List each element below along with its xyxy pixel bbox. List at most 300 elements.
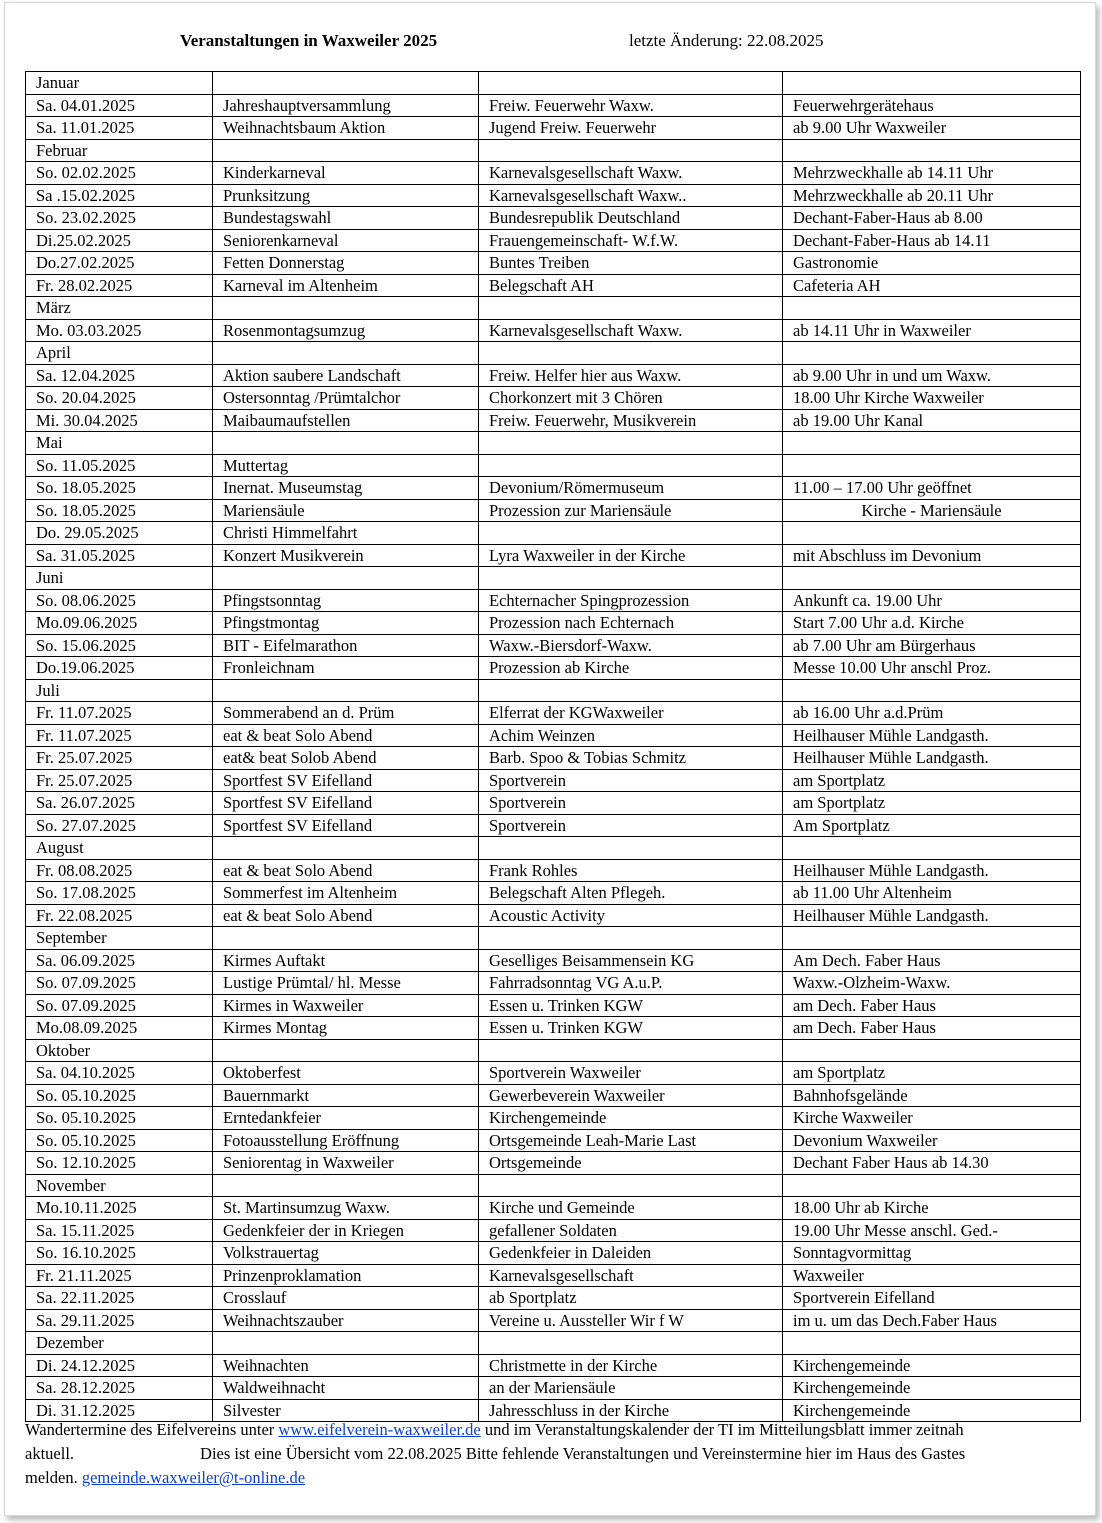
event-organizer: Elferrat der KGWaxweiler — [479, 702, 783, 725]
event-location — [783, 342, 1081, 365]
event-row — [26, 454, 1081, 477]
event-location: Dechant-Faber-Haus ab 14.11 — [783, 229, 1081, 252]
event-row — [26, 1017, 1081, 1040]
event-organizer: Fahrradsonntag VG A.u.P. — [479, 972, 783, 995]
event-date: Sa. 29.11.2025 — [26, 1309, 213, 1332]
event-name: eat & beat Solo Abend — [213, 904, 479, 927]
event-location: am Sportplatz — [783, 769, 1081, 792]
event-location — [783, 679, 1081, 702]
event-organizer — [479, 72, 783, 95]
month-label: Dezember — [26, 1332, 213, 1355]
event-organizer — [479, 1332, 783, 1355]
event-row — [26, 1107, 1081, 1130]
last-change-date: letzte Änderung: 22.08.2025 — [629, 31, 824, 50]
eifelverein-link[interactable]: www.eifelverein-waxweiler.de — [278, 1420, 481, 1439]
event-date: Sa. 22.11.2025 — [26, 1287, 213, 1310]
event-location — [783, 837, 1081, 860]
month-header-row — [26, 1174, 1081, 1197]
event-name: Sportfest SV Eifelland — [213, 814, 479, 837]
event-organizer: Gedenkfeier in Daleiden — [479, 1242, 783, 1265]
footer-line-1 — [25, 1418, 1095, 1442]
event-location — [783, 1039, 1081, 1062]
event-location — [783, 1174, 1081, 1197]
event-date: Mo.08.09.2025 — [26, 1017, 213, 1040]
event-organizer: Karnevalsgesellschaft Waxw. — [479, 162, 783, 185]
event-date: Di. 31.12.2025 — [26, 1399, 213, 1422]
event-name — [213, 679, 479, 702]
event-location: 18.00 Uhr ab Kirche — [783, 1197, 1081, 1220]
event-date: So. 05.10.2025 — [26, 1129, 213, 1152]
event-date: So. 07.09.2025 — [26, 994, 213, 1017]
event-location: Heilhauser Mühle Landgasth. — [783, 747, 1081, 770]
event-date: Mo.10.11.2025 — [26, 1197, 213, 1220]
event-name: Fetten Donnerstag — [213, 252, 479, 275]
event-date: Sa. 31.05.2025 — [26, 544, 213, 567]
month-header-row — [26, 432, 1081, 455]
event-location: Kirche Waxweiler — [783, 1107, 1081, 1130]
event-organizer: Prozession zur Mariensäule — [479, 499, 783, 522]
event-location: ab 9.00 Uhr Waxweiler — [783, 117, 1081, 140]
event-date: Sa. 04.10.2025 — [26, 1062, 213, 1085]
event-name — [213, 1039, 479, 1062]
event-location — [783, 522, 1081, 545]
event-date: Mo. 03.03.2025 — [26, 319, 213, 342]
event-name: Karneval im Altenheim — [213, 274, 479, 297]
month-header-row — [26, 72, 1081, 95]
event-organizer: ab Sportplatz — [479, 1287, 783, 1310]
event-location: Kirche - Mariensäule — [783, 499, 1081, 522]
event-name: Seniorentag in Waxweiler — [213, 1152, 479, 1175]
event-location: ab 9.00 Uhr in und um Waxw. — [783, 364, 1081, 387]
footer-note — [25, 1418, 1095, 1490]
event-location — [783, 1332, 1081, 1355]
event-name: Erntedankfeier — [213, 1107, 479, 1130]
event-name: Konzert Musikverein — [213, 544, 479, 567]
event-row — [26, 1242, 1081, 1265]
event-location: 11.00 – 17.00 Uhr geöffnet — [783, 477, 1081, 500]
event-row — [26, 814, 1081, 837]
month-header-row — [26, 297, 1081, 320]
event-organizer — [479, 1039, 783, 1062]
event-row — [26, 949, 1081, 972]
event-location: Waxw.-Olzheim-Waxw. — [783, 972, 1081, 995]
event-row — [26, 994, 1081, 1017]
event-organizer — [479, 139, 783, 162]
event-location: Dechant-Faber-Haus ab 8.00 — [783, 207, 1081, 230]
event-date: So. 02.02.2025 — [26, 162, 213, 185]
event-organizer: Buntes Treiben — [479, 252, 783, 275]
event-name: St. Martinsumzug Waxw. — [213, 1197, 479, 1220]
event-row — [26, 364, 1081, 387]
event-location: Sonntagvormittag — [783, 1242, 1081, 1265]
month-label: August — [26, 837, 213, 860]
event-organizer: gefallener Soldaten — [479, 1219, 783, 1242]
month-label: September — [26, 927, 213, 950]
event-organizer — [479, 1174, 783, 1197]
footer-line-2 — [25, 1442, 1095, 1466]
event-date: Sa. 04.01.2025 — [26, 94, 213, 117]
event-row — [26, 634, 1081, 657]
event-row — [26, 1219, 1081, 1242]
footer-text: und im Veranstaltungskalender der TI im Mitteilungsblatt immer zeitnah — [480, 1420, 964, 1439]
month-header-row — [26, 679, 1081, 702]
event-organizer: Sportverein Waxweiler — [479, 1062, 783, 1085]
event-location — [783, 139, 1081, 162]
event-organizer — [479, 342, 783, 365]
event-organizer: Kirche und Gemeinde — [479, 1197, 783, 1220]
event-name — [213, 837, 479, 860]
footer-text: melden. — [25, 1468, 82, 1487]
month-label: Januar — [26, 72, 213, 95]
event-date: Fr. 11.07.2025 — [26, 702, 213, 725]
footer-text: Dies ist eine Übersicht vom 22.08.2025 Bitte fehlende Veranstaltungen und Vereinstermine hier im Haus des Gastes — [200, 1444, 966, 1463]
event-date: Fr. 25.07.2025 — [26, 769, 213, 792]
event-location: Heilhauser Mühle Landgasth. — [783, 904, 1081, 927]
event-organizer: Lyra Waxweiler in der Kirche — [479, 544, 783, 567]
event-name: Waldweihnacht — [213, 1377, 479, 1400]
event-date: So. 16.10.2025 — [26, 1242, 213, 1265]
month-header-row — [26, 567, 1081, 590]
month-label: März — [26, 297, 213, 320]
event-organizer: Bundesrepublik Deutschland — [479, 207, 783, 230]
event-organizer — [479, 837, 783, 860]
event-date: So. 08.06.2025 — [26, 589, 213, 612]
event-location: am Sportplatz — [783, 792, 1081, 815]
event-name: Weihnachten — [213, 1354, 479, 1377]
event-name: Weihnachtszauber — [213, 1309, 479, 1332]
event-location: am Dech. Faber Haus — [783, 1017, 1081, 1040]
event-organizer: Belegschaft AH — [479, 274, 783, 297]
event-location: Am Sportplatz — [783, 814, 1081, 837]
events-table-body — [26, 72, 1081, 1422]
event-row — [26, 162, 1081, 185]
event-row — [26, 904, 1081, 927]
event-location: Kirchengemeinde — [783, 1354, 1081, 1377]
event-organizer: Essen u. Trinken KGW — [479, 994, 783, 1017]
event-name: Sportfest SV Eifelland — [213, 769, 479, 792]
event-name: Kinderkarneval — [213, 162, 479, 185]
event-date: Fr. 22.08.2025 — [26, 904, 213, 927]
event-name: Bauernmarkt — [213, 1084, 479, 1107]
event-row — [26, 252, 1081, 275]
event-location: ab 14.11 Uhr in Waxweiler — [783, 319, 1081, 342]
event-row — [26, 1062, 1081, 1085]
event-location: Feuerwehrgerätehaus — [783, 94, 1081, 117]
event-organizer — [479, 454, 783, 477]
event-name: Crosslauf — [213, 1287, 479, 1310]
event-name: eat& beat Solob Abend — [213, 747, 479, 770]
event-row — [26, 274, 1081, 297]
month-label: Juli — [26, 679, 213, 702]
event-date: So. 20.04.2025 — [26, 387, 213, 410]
event-location — [783, 432, 1081, 455]
event-organizer: Echternacher Spingprozession — [479, 589, 783, 612]
event-organizer: Jahresschluss in der Kirche — [479, 1399, 783, 1422]
event-row — [26, 612, 1081, 635]
event-name: Aktion saubere Landschaft — [213, 364, 479, 387]
event-organizer: Essen u. Trinken KGW — [479, 1017, 783, 1040]
event-organizer: Chorkonzert mit 3 Chören — [479, 387, 783, 410]
month-header-row — [26, 837, 1081, 860]
event-location: ab 16.00 Uhr a.d.Prüm — [783, 702, 1081, 725]
event-organizer: Vereine u. Aussteller Wir f W — [479, 1309, 783, 1332]
event-date: Sa. 26.07.2025 — [26, 792, 213, 815]
event-organizer: Karnevalsgesellschaft Waxw.. — [479, 184, 783, 207]
month-label: November — [26, 1174, 213, 1197]
event-row — [26, 319, 1081, 342]
event-row — [26, 409, 1081, 432]
event-organizer: Frank Rohles — [479, 859, 783, 882]
month-label: Oktober — [26, 1039, 213, 1062]
event-name: Sportfest SV Eifelland — [213, 792, 479, 815]
event-location: Bahnhofsgelände — [783, 1084, 1081, 1107]
event-name — [213, 139, 479, 162]
event-date: Mo.09.06.2025 — [26, 612, 213, 635]
event-location: Start 7.00 Uhr a.d. Kirche — [783, 612, 1081, 635]
event-date: So. 18.05.2025 — [26, 477, 213, 500]
event-name: Pfingstmontag — [213, 612, 479, 635]
event-date: Fr. 28.02.2025 — [26, 274, 213, 297]
event-date: So. 17.08.2025 — [26, 882, 213, 905]
event-organizer: Sportverein — [479, 769, 783, 792]
event-location: Kirchengemeinde — [783, 1399, 1081, 1422]
event-name: Ostersonntag /Prümtalchor — [213, 387, 479, 410]
event-name: Christi Himmelfahrt — [213, 522, 479, 545]
event-organizer: Freiw. Feuerwehr Waxw. — [479, 94, 783, 117]
event-location: im u. um das Dech.Faber Haus — [783, 1309, 1081, 1332]
event-row — [26, 1264, 1081, 1287]
month-header-row — [26, 1332, 1081, 1355]
event-name: Silvester — [213, 1399, 479, 1422]
event-name: Gedenkfeier der in Kriegen — [213, 1219, 479, 1242]
event-row — [26, 387, 1081, 410]
event-date: So. 11.05.2025 — [26, 454, 213, 477]
event-row — [26, 94, 1081, 117]
event-name: Jahreshauptversammlung — [213, 94, 479, 117]
event-date: So. 18.05.2025 — [26, 499, 213, 522]
event-name — [213, 72, 479, 95]
event-name: BIT - Eifelmarathon — [213, 634, 479, 657]
event-organizer — [479, 522, 783, 545]
event-location: Mehrzweckhalle ab 14.11 Uhr — [783, 162, 1081, 185]
event-date: So. 23.02.2025 — [26, 207, 213, 230]
event-row — [26, 207, 1081, 230]
month-label: Februar — [26, 139, 213, 162]
event-location: Gastronomie — [783, 252, 1081, 275]
event-name: Lustige Prümtal/ hl. Messe — [213, 972, 479, 995]
event-name: Kirmes in Waxweiler — [213, 994, 479, 1017]
event-organizer: Kirchengemeinde — [479, 1107, 783, 1130]
event-date: Di.25.02.2025 — [26, 229, 213, 252]
event-row — [26, 657, 1081, 680]
event-date: So. 12.10.2025 — [26, 1152, 213, 1175]
event-organizer: Prozession ab Kirche — [479, 657, 783, 680]
event-name — [213, 432, 479, 455]
event-location — [783, 454, 1081, 477]
event-organizer: Ortsgemeinde Leah-Marie Last — [479, 1129, 783, 1152]
event-organizer: Achim Weinzen — [479, 724, 783, 747]
event-name: Prunksitzung — [213, 184, 479, 207]
event-date: Do.19.06.2025 — [26, 657, 213, 680]
event-date: Sa. 06.09.2025 — [26, 949, 213, 972]
event-name: Seniorenkarneval — [213, 229, 479, 252]
event-organizer: Freiw. Helfer hier aus Waxw. — [479, 364, 783, 387]
event-location — [783, 927, 1081, 950]
event-location: 19.00 Uhr Messe anschl. Ged.- — [783, 1219, 1081, 1242]
event-row — [26, 117, 1081, 140]
event-name: eat & beat Solo Abend — [213, 859, 479, 882]
event-name: Kirmes Montag — [213, 1017, 479, 1040]
event-date: So. 05.10.2025 — [26, 1084, 213, 1107]
event-name: Fronleichnam — [213, 657, 479, 680]
event-row — [26, 724, 1081, 747]
month-label: Juni — [26, 567, 213, 590]
event-row — [26, 1309, 1081, 1332]
event-name: Muttertag — [213, 454, 479, 477]
event-location: Ankunft ca. 19.00 Uhr — [783, 589, 1081, 612]
event-location: Mehrzweckhalle ab 20.11 Uhr — [783, 184, 1081, 207]
event-name — [213, 1174, 479, 1197]
event-location: mit Abschluss im Devonium — [783, 544, 1081, 567]
event-location: Am Dech. Faber Haus — [783, 949, 1081, 972]
event-organizer: Barb. Spoo & Tobias Schmitz — [479, 747, 783, 770]
page-title: Veranstaltungen in Waxweiler 2025 — [180, 31, 438, 50]
event-name: Pfingstsonntag — [213, 589, 479, 612]
event-location — [783, 297, 1081, 320]
event-date: Do. 29.05.2025 — [26, 522, 213, 545]
event-name: Sommerfest im Altenheim — [213, 882, 479, 905]
event-date: So. 27.07.2025 — [26, 814, 213, 837]
event-row — [26, 972, 1081, 995]
event-name: Prinzenproklamation — [213, 1264, 479, 1287]
event-date: Sa. 28.12.2025 — [26, 1377, 213, 1400]
event-location: Waxweiler — [783, 1264, 1081, 1287]
event-organizer: Sportverein — [479, 814, 783, 837]
event-row — [26, 859, 1081, 882]
event-name: Mariensäule — [213, 499, 479, 522]
event-organizer: Waxw.-Biersdorf-Waxw. — [479, 634, 783, 657]
event-location — [783, 72, 1081, 95]
event-row — [26, 499, 1081, 522]
event-organizer: Frauengemeinschaft- W.f.W. — [479, 229, 783, 252]
event-row — [26, 589, 1081, 612]
event-location: ab 19.00 Uhr Kanal — [783, 409, 1081, 432]
event-location: ab 7.00 Uhr am Bürgerhaus — [783, 634, 1081, 657]
event-name: Fotoausstellung Eröffnung — [213, 1129, 479, 1152]
event-organizer: Karnevalsgesellschaft — [479, 1264, 783, 1287]
event-date: Do.27.02.2025 — [26, 252, 213, 275]
event-organizer: Devonium/Römermuseum — [479, 477, 783, 500]
event-organizer: Gewerbeverein Waxweiler — [479, 1084, 783, 1107]
event-name: Oktoberfest — [213, 1062, 479, 1085]
event-organizer — [479, 432, 783, 455]
event-date: Sa. 12.04.2025 — [26, 364, 213, 387]
event-organizer: Karnevalsgesellschaft Waxw. — [479, 319, 783, 342]
month-header-row — [26, 342, 1081, 365]
event-location: Dechant Faber Haus ab 14.30 — [783, 1152, 1081, 1175]
event-row — [26, 477, 1081, 500]
event-row — [26, 1287, 1081, 1310]
event-date: Fr. 25.07.2025 — [26, 747, 213, 770]
event-row — [26, 882, 1081, 905]
event-name: Sommerabend an d. Prüm — [213, 702, 479, 725]
event-date: Fr. 08.08.2025 — [26, 859, 213, 882]
month-header-row — [26, 927, 1081, 950]
event-row — [26, 747, 1081, 770]
event-row — [26, 1197, 1081, 1220]
event-date: Sa. 15.11.2025 — [26, 1219, 213, 1242]
event-organizer: Jugend Freiw. Feuerwehr — [479, 117, 783, 140]
event-name: Rosenmontagsumzug — [213, 319, 479, 342]
event-location: Heilhauser Mühle Landgasth. — [783, 724, 1081, 747]
event-name — [213, 297, 479, 320]
event-organizer — [479, 297, 783, 320]
event-date: Sa .15.02.2025 — [26, 184, 213, 207]
event-organizer: Ortsgemeinde — [479, 1152, 783, 1175]
event-row — [26, 1129, 1081, 1152]
month-label: April — [26, 342, 213, 365]
events-table — [25, 71, 1081, 1422]
event-name: Bundestagswahl — [213, 207, 479, 230]
event-row — [26, 792, 1081, 815]
event-row — [26, 1084, 1081, 1107]
event-location: Devonium Waxweiler — [783, 1129, 1081, 1152]
event-row — [26, 229, 1081, 252]
event-organizer: Freiw. Feuerwehr, Musikverein — [479, 409, 783, 432]
event-organizer — [479, 679, 783, 702]
event-name — [213, 1332, 479, 1355]
event-name — [213, 342, 479, 365]
event-date: So. 05.10.2025 — [26, 1107, 213, 1130]
event-row — [26, 1354, 1081, 1377]
event-date: So. 15.06.2025 — [26, 634, 213, 657]
event-row — [26, 769, 1081, 792]
event-date: Fr. 21.11.2025 — [26, 1264, 213, 1287]
email-link[interactable]: gemeinde.waxweiler@t-online.de — [81, 1468, 306, 1487]
event-organizer: Belegschaft Alten Pflegeh. — [479, 882, 783, 905]
month-label: Mai — [26, 432, 213, 455]
event-name: Volkstrauertag — [213, 1242, 479, 1265]
event-date: Di. 24.12.2025 — [26, 1354, 213, 1377]
event-location — [783, 567, 1081, 590]
event-name: Inernat. Museumstag — [213, 477, 479, 500]
event-date: Sa. 11.01.2025 — [26, 117, 213, 140]
event-name — [213, 567, 479, 590]
event-date: So. 07.09.2025 — [26, 972, 213, 995]
event-organizer: Prozession nach Echternach — [479, 612, 783, 635]
event-location: 18.00 Uhr Kirche Waxweiler — [783, 387, 1081, 410]
event-row — [26, 544, 1081, 567]
event-name: eat & beat Solo Abend — [213, 724, 479, 747]
event-location: ab 11.00 Uhr Altenheim — [783, 882, 1081, 905]
event-name: Weihnachtsbaum Aktion — [213, 117, 479, 140]
event-organizer: Sportverein — [479, 792, 783, 815]
event-organizer — [479, 567, 783, 590]
footer-text: aktuell. — [25, 1444, 75, 1463]
event-organizer — [479, 927, 783, 950]
event-location: Kirchengemeinde — [783, 1377, 1081, 1400]
event-location: am Sportplatz — [783, 1062, 1081, 1085]
event-row — [26, 1377, 1081, 1400]
event-location: Cafeteria AH — [783, 274, 1081, 297]
event-location: am Dech. Faber Haus — [783, 994, 1081, 1017]
event-organizer: Acoustic Activity — [479, 904, 783, 927]
footer-text: Wandertermine des Eifelvereins unter — [25, 1420, 279, 1439]
event-location: Sportverein Eifelland — [783, 1287, 1081, 1310]
event-organizer: Geselliges Beisammensein KG — [479, 949, 783, 972]
event-name — [213, 927, 479, 950]
footer-line-3 — [25, 1466, 1095, 1490]
